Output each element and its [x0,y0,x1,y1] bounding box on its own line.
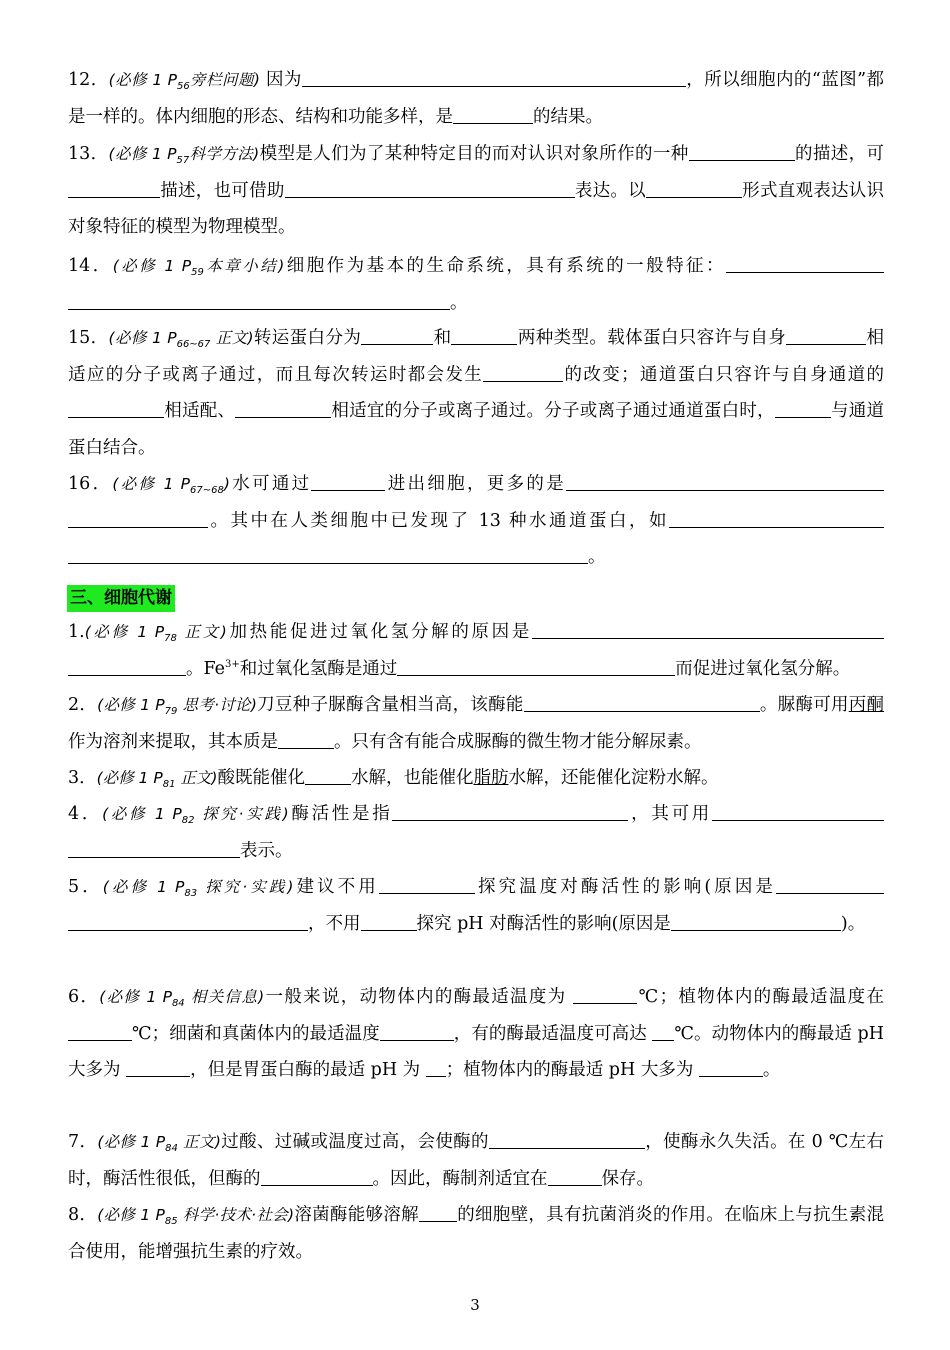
answer-blank[interactable] [566,472,884,491]
answer-blank[interactable] [68,912,308,931]
source-ref: (必修 1 $P_{56}$旁栏问题) [108,71,260,93]
answer-blank[interactable] [68,179,160,198]
answer-blank[interactable] [392,802,628,821]
answer-blank[interactable] [821,912,841,931]
answer-blank[interactable] [285,179,575,198]
answer-blank[interactable] [489,1130,645,1149]
answer-blank[interactable] [689,142,795,161]
metabolism-question-8: 8．(必修 1 $P_{85}$ 科学·技术·社会)溶菌酶能够溶解 的细胞壁，具有抗菌消炎的作用。在临床上与抗生素混合使用，能增强抗生素的疗效。 [68,1205,884,1262]
answer-blank[interactable] [305,766,351,785]
answer-blank[interactable] [646,179,742,198]
question-13: 13．(必修 1 $P_{57}$科学方法)模型是人们为了某种特定目的而对认识对象所作的一种 的描述，可描述，也可借助 表达。以 形式直观表达认识对象特征的模型为物理模型。 [68,144,885,238]
source-ref: (必修 1 $P_{81}$ 正文) [96,769,218,791]
metabolism-question-5: 5．(必修 1 $P_{83}$ 探究·实践)建议不用 探究温度对酶活性的影响(原因是，不用 探究 pH 对酶活性的影响(原因是 )。 [68,869,884,942]
answer-blank[interactable] [532,620,884,639]
answer-blank[interactable] [726,254,884,273]
answer-blank[interactable] [68,291,450,310]
answer-blank[interactable] [776,875,884,894]
answer-blank[interactable] [68,1022,132,1041]
answer-blank[interactable] [652,1022,674,1041]
answer-blank[interactable] [68,399,164,418]
source-ref: (必修 1 $P_{84}$ 正文) [97,1133,221,1155]
answer-blank[interactable] [524,693,760,712]
answer-blank[interactable] [453,105,533,124]
metabolism-question-2: 2．(必修 1 $P_{79}$ 思考·讨论)刀豆种子脲酶含量相当高，该酶能 。脲酶可用丙酮作为溶剂来提取，其本质是 。只有含有能合成脲酶的微生物才能分解尿素。 [68,695,885,752]
answer-blank[interactable] [573,985,637,1004]
answer-blank[interactable] [712,802,884,821]
answer-blank[interactable] [261,1167,373,1186]
answer-blank[interactable] [68,509,208,528]
answer-blank[interactable] [426,1058,446,1077]
source-ref: (必修 1 $P_{78}$ 正文) [84,623,227,645]
answer-blank[interactable] [397,657,675,676]
source-ref: (必修 1 $P_{79}$ 思考·讨论) [97,696,257,718]
answer-blank[interactable] [380,1022,454,1041]
page-number: 3 [470,1296,480,1314]
source-ref: (必修 1 $P_{66\sim 67}$ 正文) [108,329,254,351]
answer-blank[interactable] [379,875,475,894]
answer-blank[interactable] [786,326,866,345]
answer-blank[interactable] [669,509,884,528]
source-ref: (必修 1 $P_{59}$本章小结) [112,257,285,279]
source-ref: (必修 1 $P_{83}$ 探究·实践) [102,878,294,900]
section-heading: 三、细胞代谢 [67,585,175,612]
source-ref: (必修 1 $P_{84}$ 相关信息) [99,988,265,1010]
answer-blank[interactable] [235,399,331,418]
answer-blank[interactable] [361,326,433,345]
question-12: 12．(必修 1 $P_{56}$旁栏问题) 因为 ，所以细胞内的“蓝图”都是一样的。体内细胞的形态、结构和功能多样，是 的结果。 [68,70,884,127]
answer-blank[interactable] [278,730,334,749]
answer-blank[interactable] [699,1058,763,1077]
metabolism-question-1: 1.(必修 1 $P_{78}$ 正文)加热能促进过氧化氢分解的原因是。$Fe^{3+}$和过氧化氢酶是通过 而促进过氧化氢分解。 [68,614,884,687]
source-ref: (必修 1 $P_{57}$科学方法) [108,145,260,167]
metabolism-question-3: 3．(必修 1 $P_{81}$ 正文)酸既能催化 水解，也能催化脂肪水解，还能催化淀粉水解。 [68,768,719,791]
answer-blank[interactable] [311,472,385,491]
answer-blank[interactable] [126,1058,190,1077]
answer-blank[interactable] [671,912,821,931]
answer-blank[interactable] [68,839,240,858]
metabolism-question-7: 7．(必修 1 $P_{84}$ 正文)过酸、过碱或温度过高，会使酶的 ，使酶永久失活。在 0 ℃左右时，酶活性很低，但酶的 。因此，酶制剂适宜在 保存。 [68,1132,884,1189]
source-ref: (必修 1 $P_{82}$ 探究·实践) [102,805,289,827]
answer-blank[interactable] [775,399,831,418]
question-15: 15．(必修 1 $P_{66\sim 67}$ 正文)转运蛋白分为 和 两种类型。载体蛋白只容许与自身 相适应的分子或离子通过，而且每次转运时都会发生 的改变；通道蛋白只容许与自身通道的相适配、 相适宜的分子或离子通过。分子或离子通过通道蛋白时， 与通道蛋白结合。 [68,328,885,458]
answer-blank[interactable] [548,1167,602,1186]
answer-blank[interactable] [361,912,417,931]
source-ref: (必修 1 $P_{67\sim 68}$) [112,475,230,497]
answer-blank[interactable] [68,545,588,564]
source-ref: (必修 1 $P_{85}$ 科学·技术·社会) [97,1206,295,1228]
question-14: 14．(必修 1 $P_{59}$本章小结)细胞作为基本的生命系统，具有系统的一般特征：。 [68,248,884,321]
answer-blank[interactable] [302,68,686,87]
answer-blank[interactable] [68,657,186,676]
metabolism-question-6: 6．(必修 1 $P_{84}$ 相关信息)一般来说，动物体内的酶最适温度为 ℃；植物体内的酶最适温度在 ℃；细菌和真菌体内的最适温度 ，有的酶最适温度可高达 ℃。动物体内的酶最适 pH 大多为 ，但是胃蛋白酶的最适 pH 为 ；植物体内的酶最适 pH 大多为 。 [68,987,885,1081]
answer-blank[interactable] [419,1203,457,1222]
answer-blank[interactable] [483,363,563,382]
answer-blank[interactable] [451,326,517,345]
metabolism-question-4: 4．(必修 1 $P_{82}$ 探究·实践)酶活性是指 ，其可用表示。 [68,796,884,869]
question-16: 16．(必修 1 $P_{67\sim 68}$)水可通过 进出细胞，更多的是。其中在人类细胞中已发现了 13 种水通道蛋白，如。 [68,466,884,576]
